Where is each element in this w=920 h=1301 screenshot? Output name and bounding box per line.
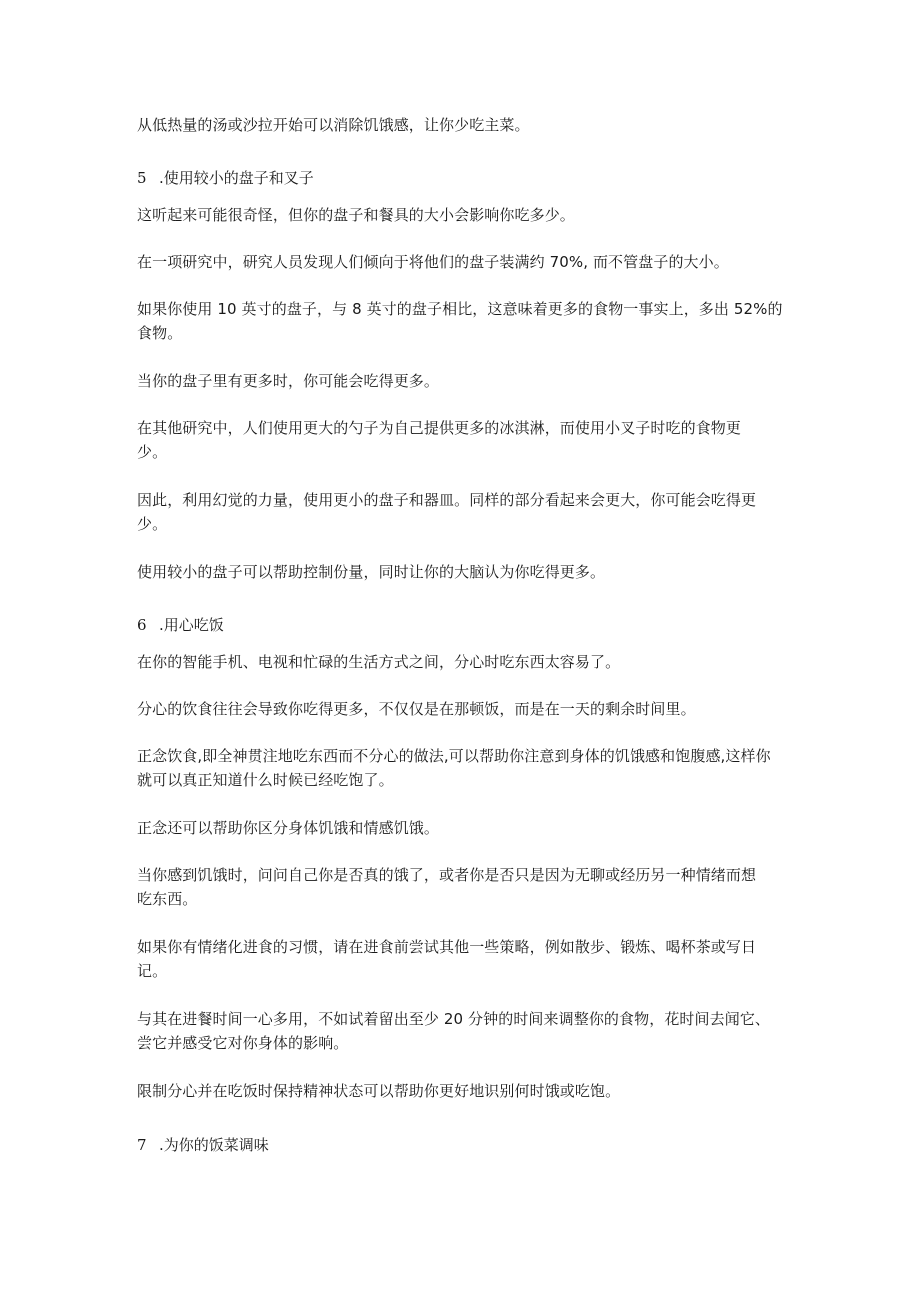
paragraph-continuation — [137, 321, 787, 345]
paragraph-line: 分心的饮食往往会导致你吃得更多，不仅仅是在那顿饭，而是在一天的剩余时间里。 — [137, 700, 696, 718]
section-title: .用心吃饭 — [159, 616, 224, 634]
paragraph-line: 如果你有情绪化进食的习惯，请在进食前尝试其他一些策略，例如散步、锻炼、喝杯茶或写日 — [137, 938, 757, 956]
paragraph — [137, 816, 787, 840]
paragraph-line: 当你的盘子里有更多时，你可能会吃得更多。 — [137, 372, 440, 390]
paragraph — [137, 369, 787, 393]
paragraph — [137, 1007, 787, 1031]
paragraph — [137, 935, 787, 959]
paragraph-line: 从低热量的汤或沙拉开始可以消除饥饿感，让你少吃主菜。 — [137, 116, 530, 134]
paragraph-line: 正念饮食,即全神贯注地吃东西而不分心的做法,可以帮助你注意到身体的饥饿感和饱腹感,这样你 — [137, 747, 771, 765]
paragraph-continuation — [137, 440, 787, 464]
paragraph-line: 在你的智能手机、电视和忙碌的生活方式之间，分心时吃东西太容易了。 — [137, 653, 621, 671]
paragraph-line: 在一项研究中，研究人员发现人们倾向于将他们的盘子装满约 70%, 而不管盘子的大小。 — [137, 253, 729, 271]
paragraph — [137, 744, 787, 768]
paragraph — [137, 488, 787, 512]
paragraph-continuation — [137, 512, 787, 536]
paragraph — [137, 650, 787, 674]
paragraph-line: 少。 — [137, 443, 168, 461]
paragraph-line: 正念还可以帮助你区分身体饥饿和情感饥饿。 — [137, 819, 440, 837]
paragraph-line: 与其在进餐时间一心多用，不如试着留出至少 20 分钟的时间来调整你的食物，花时间去闻它、 — [137, 1010, 771, 1028]
paragraph — [137, 1079, 787, 1103]
paragraph — [137, 560, 787, 584]
paragraph-line: 食物。 — [137, 324, 183, 342]
section-heading-7 — [137, 1133, 269, 1157]
paragraph — [137, 416, 787, 440]
paragraph-line: 如果你使用 10 英寸的盘子，与 8 英寸的盘子相比，这意味着更多的食物一事实上，多出 52%的 — [137, 300, 783, 318]
paragraph — [137, 250, 787, 274]
section-heading-6 — [137, 613, 224, 637]
paragraph-line: 在其他研究中，人们使用更大的勺子为自己提供更多的冰淇淋，而使用小叉子时吃的食物更 — [137, 419, 742, 437]
section-title: .使用较小的盘子和叉子 — [159, 169, 314, 187]
paragraph — [137, 297, 787, 321]
paragraph-line: 因此，利用幻觉的力量，使用更小的盘子和器皿。同样的部分看起来会更大，你可能会吃得更 — [137, 491, 757, 509]
paragraph-continuation — [137, 959, 787, 983]
paragraph-line: 记。 — [137, 962, 168, 980]
paragraph-line: 少。 — [137, 515, 168, 533]
section-title: .为你的饭菜调味 — [159, 1136, 269, 1154]
paragraph-line: 这听起来可能很奇怪，但你的盘子和餐具的大小会影响你吃多少。 — [137, 206, 575, 224]
section-number: 5 — [137, 169, 147, 187]
paragraph-line: 就可以真正知道什么时候已经吃饱了。 — [137, 771, 394, 789]
paragraph-line: 当你感到饥饿时，问问自己你是否真的饿了，或者你是否只是因为无聊或经历另一种情绪而想 — [137, 866, 757, 884]
section-number: 6 — [137, 616, 147, 634]
paragraph-line: 吃东西。 — [137, 890, 198, 908]
paragraph — [137, 697, 787, 721]
paragraph-line: 限制分心并在吃饭时保持精神状态可以帮助你更好地识别何时饿或吃饱。 — [137, 1082, 621, 1100]
paragraph-continuation — [137, 1031, 787, 1055]
section-heading-5 — [137, 166, 314, 190]
paragraph-line: 尝它并感受它对你身体的影响。 — [137, 1034, 349, 1052]
paragraph — [137, 113, 787, 137]
paragraph-continuation — [137, 887, 787, 911]
section-number: 7 — [137, 1136, 147, 1154]
paragraph-continuation — [137, 768, 787, 792]
paragraph — [137, 203, 787, 227]
paragraph — [137, 863, 787, 887]
paragraph-line: 使用较小的盘子可以帮助控制份量，同时让你的大脑认为你吃得更多。 — [137, 563, 606, 581]
